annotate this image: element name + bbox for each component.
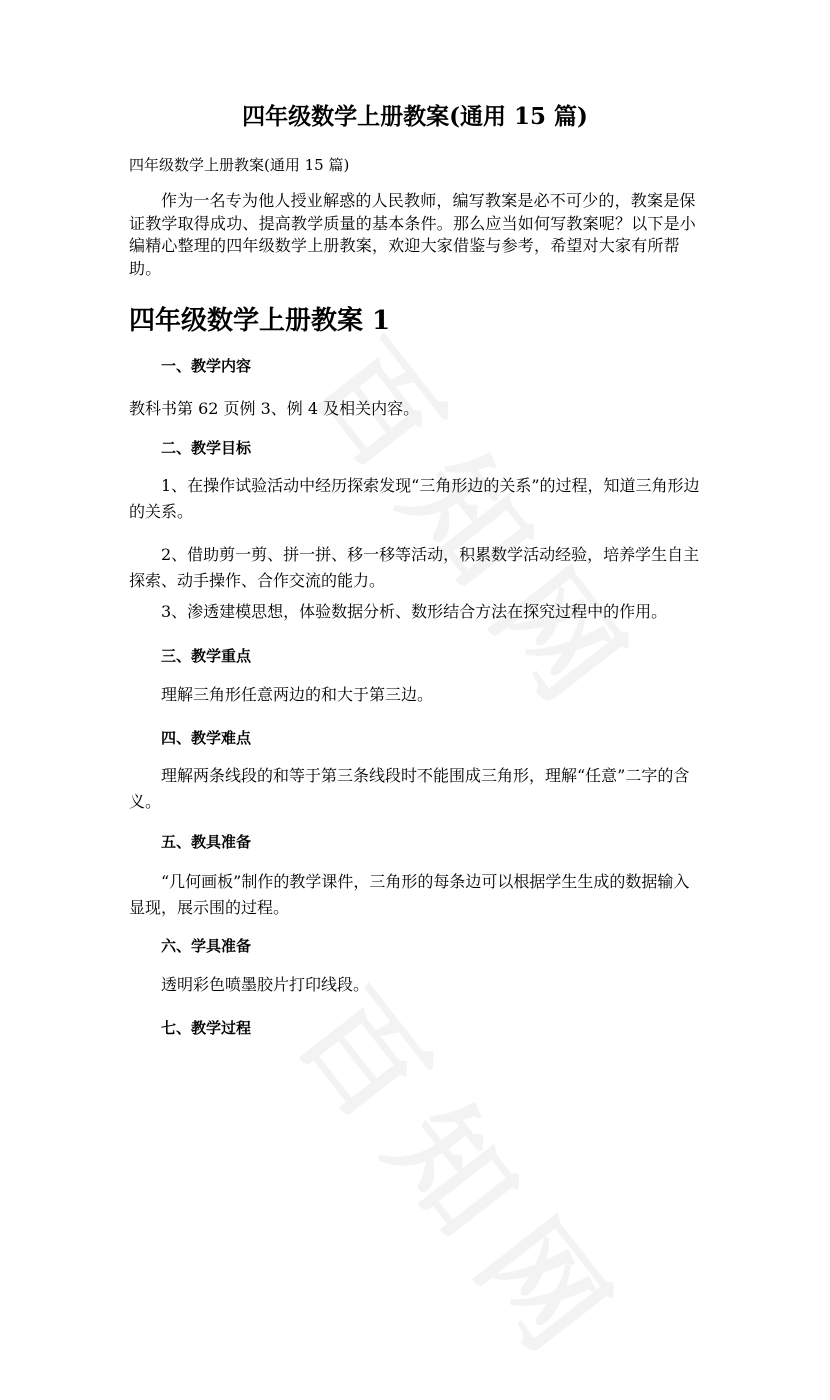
- paragraph-learning-aids: 透明彩色喷墨胶片打印线段。: [161, 975, 370, 994]
- paragraph-teaching-aids: “几何画板”制作的教学课件，三角形的每条边可以根据学生生成的数据输入显现，展示围的过程。: [129, 872, 690, 917]
- heading-key-points: 三、教学重点: [161, 647, 252, 665]
- document-subtitle: 四年级数学上册教案(通用 15 篇): [129, 156, 350, 174]
- heading-learning-aids: 六、学具准备: [161, 937, 252, 955]
- paragraph-content: 教科书第 62 页例 3、例 4 及相关内容。: [129, 399, 420, 418]
- heading-teaching-process: 七、教学过程: [161, 1019, 252, 1037]
- heading-teaching-goals: 二、教学目标: [161, 439, 252, 457]
- watermark: [267, 950, 671, 1400]
- paragraph-goal-1: 1、在操作试验活动中经历探索发现“三角形边的关系”的过程，知道三角形边的关系。: [129, 476, 700, 521]
- paragraph-goal-2: 2、借助剪一剪、拼一拼、移一移等活动，积累数学活动经验，培养学生自主探索、动手操作、合作交流的能力。: [129, 545, 700, 590]
- paragraph-difficulties: 理解两条线段的和等于第三条线段时不能围成三角形，理解“任意”二字的含义。: [129, 766, 690, 811]
- paragraph-goal-3: 3、渗透建模思想，体验数据分析、数形结合方法在探究过程中的作用。: [161, 602, 668, 621]
- intro-paragraph: 作为一名专为他人授业解惑的人民教师，编写教案是必不可少的，教案是保证教学取得成功、提高教学质量的基本条件。那么应当如何写教案呢？以下是小编精心整理的四年级数学上册教案，欢迎大家借鉴与参考，希望对大家有所帮助。: [129, 191, 697, 278]
- heading-teaching-content: 一、教学内容: [161, 357, 252, 375]
- section-title: 四年级数学上册教案 1: [129, 306, 391, 336]
- heading-teaching-aids: 五、教具准备: [161, 833, 252, 851]
- document-title: 四年级数学上册教案(通用 15 篇): [242, 103, 588, 130]
- heading-difficulties: 四、教学难点: [161, 729, 252, 747]
- paragraph-key-points: 理解三角形任意两边的和大于第三边。: [161, 685, 434, 704]
